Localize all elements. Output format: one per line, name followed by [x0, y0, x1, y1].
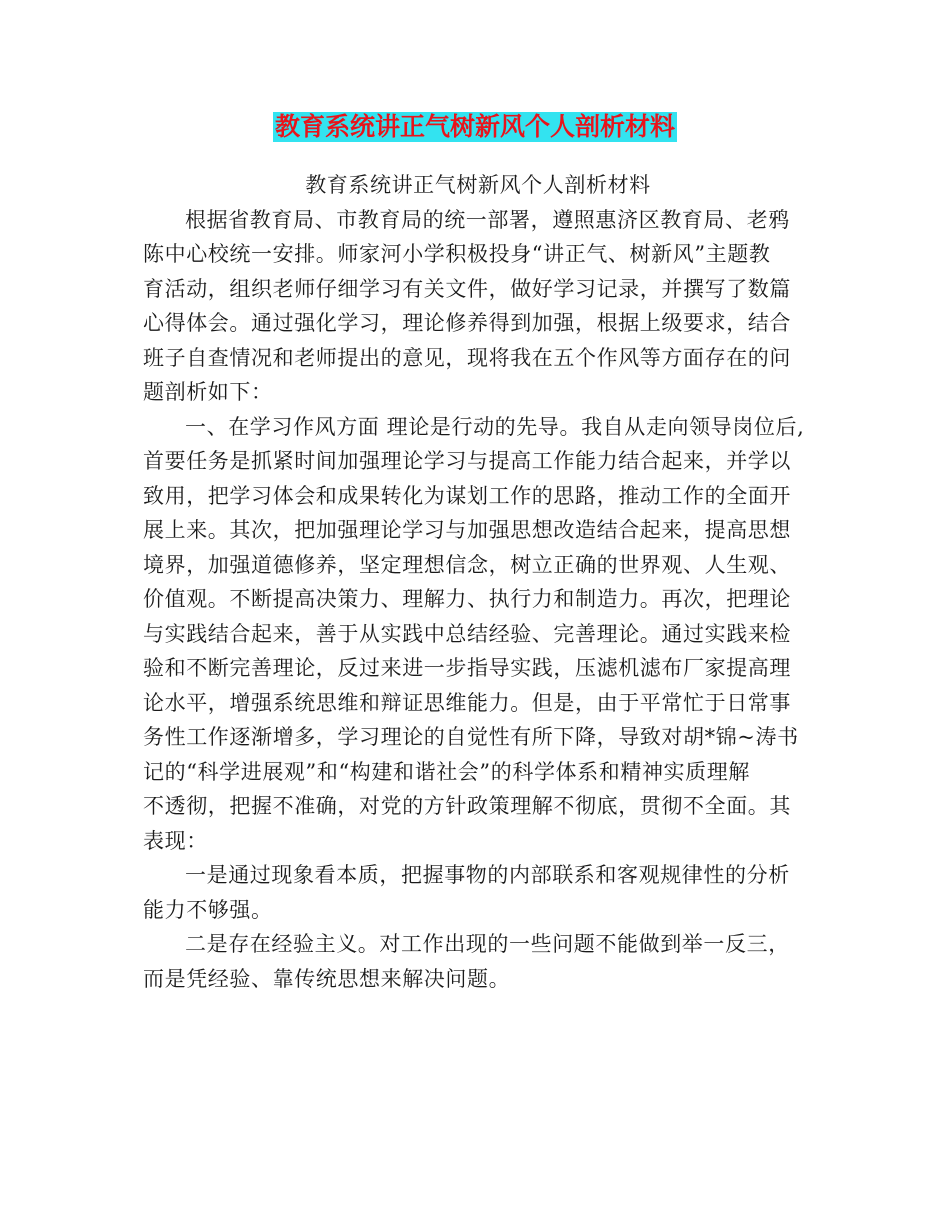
body-line: 一是通过现象看本质，把握事物的内部联系和客观规律性的分析 [185, 863, 790, 887]
body-line: 根据省教育局、市教育局的统一部署，遵照惠济区教育局、老鸦 [185, 207, 790, 232]
document-subtitle: 教育系统讲正气树新风个人剖析材料 [305, 173, 651, 197]
body-line: 能力不够强。 [143, 897, 273, 922]
body-line: 验和不断完善理论，反过来进一步指导实践，压滤机滤布厂家提高理 [143, 656, 791, 680]
body-line: 展上来。其次，把加强理论学习与加强思想改造结合起来，提高思想 [143, 518, 791, 542]
title-wrap [0, 112, 950, 142]
body-line: 一、在学习作风方面 理论是行动的先导。我自从走向领导岗位后, [185, 414, 805, 439]
body-line: 与实践结合起来，善于从实践中总结经验、完善理论。通过实践来检 [143, 621, 791, 646]
body-line: 务性工作逐渐增多，学习理论的自觉性有所下降，导致对胡*锦~涛书 [143, 725, 799, 749]
body-line: 育活动，组织老师仔细学习有关文件，做好学习记录，并撰写了数篇 [143, 276, 791, 301]
body-line: 题剖析如下： [143, 380, 273, 404]
body-line: 价值观。不断提高决策力、理解力、执行力和制造力。再次，把理论 [143, 587, 791, 611]
body-line: 心得体会。通过强化学习，理论修养得到加强，根据上级要求，结合 [143, 311, 791, 335]
body-line: 班子自查情况和老师提出的意见，现将我在五个作风等方面存在的问 [143, 345, 791, 370]
body-line: 致用，把学习体会和成果转化为谋划工作的思路，推动工作的全面开 [143, 483, 791, 508]
body-line: 而是凭经验、靠传统思想来解决问题。 [143, 966, 511, 991]
body-line: 二是存在经验主义。对工作出现的一些问题不能做到举一反三， [185, 932, 790, 956]
body-line: 不透彻，把握不准确，对党的方针政策理解不彻底，贯彻不全面。其 [143, 794, 791, 818]
body-line: 首要任务是抓紧时间加强理论学习与提高工作能力结合起来，并学以 [143, 449, 791, 473]
document-heading: 教育系统讲正气树新风个人剖析材料 [274, 112, 675, 141]
body-line: 论水平，增强系统思维和辩证思维能力。但是，由于平常忙于日常事 [143, 690, 791, 715]
body-line: 记的“科学进展观”和“构建和谐社会”的科学体系和精神实质理解 [143, 759, 750, 784]
body-line: 境界，加强道德修养，坚定理想信念，树立正确的世界观、人生观、 [143, 552, 791, 577]
document-body [143, 168, 813, 996]
body-line: 表现： [143, 828, 208, 853]
body-line: 陈中心校统一安排。师家河小学积极投身“讲正气、树新风”主题教 [143, 242, 771, 266]
